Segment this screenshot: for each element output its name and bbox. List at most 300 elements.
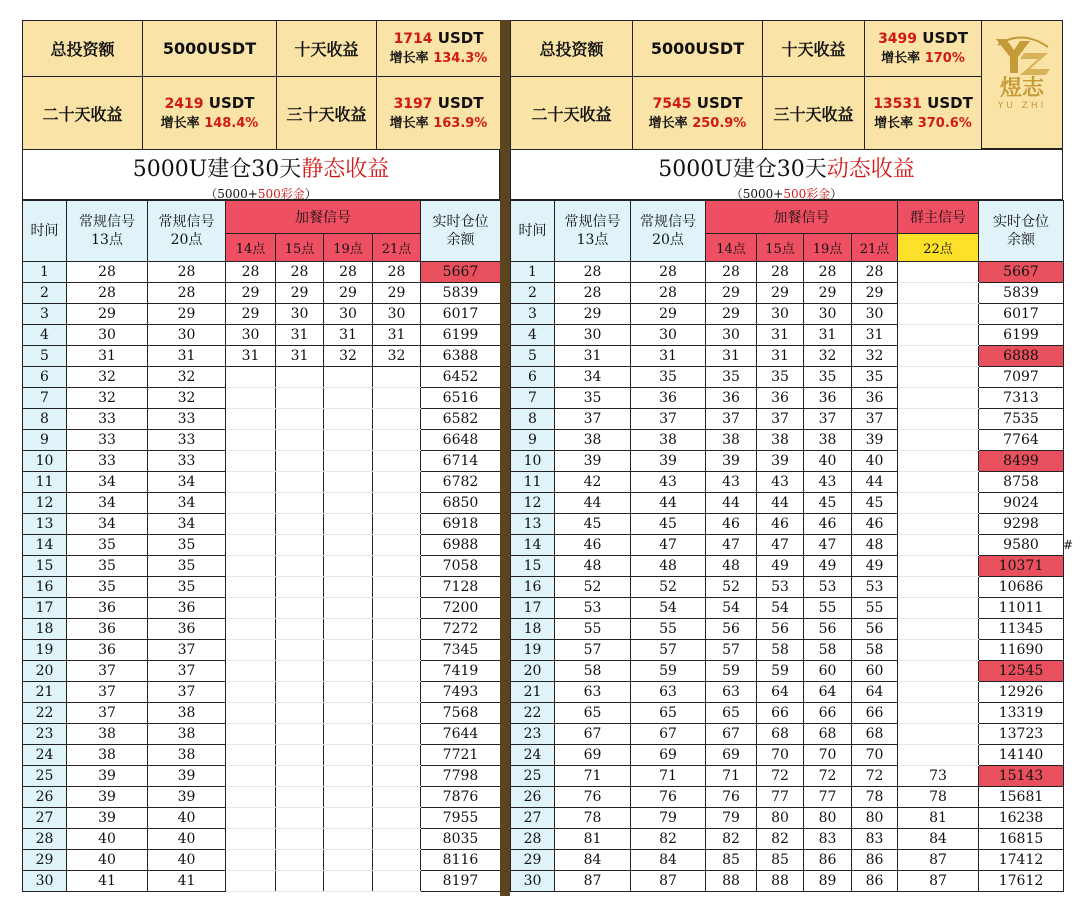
signal-cell: 36	[67, 640, 148, 661]
signal-cell	[324, 409, 373, 430]
right-subtitle-a: （5000+	[730, 187, 784, 201]
signal-cell: 40	[67, 829, 148, 850]
signal-cell: 49	[852, 556, 898, 577]
day-cell: 5	[511, 346, 555, 367]
balance-cell: 7493	[421, 682, 501, 703]
signal-cell: 78	[852, 787, 898, 808]
signal-cell: 63	[706, 682, 757, 703]
rate-label: 增长率	[160, 115, 200, 131]
yz-logo-icon	[990, 35, 1054, 77]
signal-cell	[373, 850, 421, 871]
signal-cell: 28	[852, 262, 898, 283]
table-row	[511, 745, 1064, 766]
signal-cell	[226, 850, 276, 871]
signal-cell: 38	[555, 430, 631, 451]
signal-cell: 80	[852, 808, 898, 829]
rate-label: 增长率	[389, 51, 429, 66]
table-row	[511, 451, 1064, 472]
right-d30-amount: 13531	[873, 95, 922, 112]
balance-cell: 13319	[979, 703, 1064, 724]
signal-cell: 28	[148, 283, 226, 304]
signal-cell: 66	[757, 703, 804, 724]
signal-cell	[898, 703, 979, 724]
signal-cell: 28	[555, 283, 631, 304]
center-divider	[500, 20, 510, 896]
table-row	[23, 472, 501, 493]
signal-cell	[324, 871, 373, 892]
day-cell: 19	[23, 640, 67, 661]
signal-cell: 31	[373, 325, 421, 346]
signal-cell: 39	[67, 808, 148, 829]
table-row	[511, 388, 1064, 409]
signal-cell	[898, 409, 979, 430]
signal-cell	[276, 619, 324, 640]
signal-cell	[898, 619, 979, 640]
signal-cell: 32	[67, 388, 148, 409]
signal-cell	[373, 493, 421, 514]
table-row	[511, 640, 1064, 661]
table-row	[23, 451, 501, 472]
signal-cell: 36	[67, 598, 148, 619]
signal-cell	[373, 682, 421, 703]
signal-cell	[373, 766, 421, 787]
signal-cell: 37	[148, 682, 226, 703]
right-d10-label: 十天收益	[763, 21, 865, 77]
balance-cell: 7568	[421, 703, 501, 724]
day-cell: 25	[23, 766, 67, 787]
signal-cell: 38	[148, 703, 226, 724]
signal-cell	[898, 661, 979, 682]
signal-cell: 34	[148, 472, 226, 493]
signal-cell: 38	[148, 724, 226, 745]
signal-cell	[324, 745, 373, 766]
signal-cell: 55	[804, 598, 852, 619]
day-cell: 8	[23, 409, 67, 430]
bonus-19-header: 19点	[804, 234, 852, 262]
signal-cell	[324, 682, 373, 703]
signal-cell	[324, 766, 373, 787]
signal-cell: 79	[631, 808, 706, 829]
signal-cell: 31	[555, 346, 631, 367]
table-row	[511, 535, 1064, 556]
signal-cell: 28	[67, 262, 148, 283]
table-row	[23, 745, 501, 766]
signal-cell	[324, 703, 373, 724]
bonus-header: 加餐信号	[226, 201, 421, 234]
signal-cell	[898, 493, 979, 514]
balance-cell: 6452	[421, 367, 501, 388]
signal-cell	[898, 598, 979, 619]
signal-cell	[324, 535, 373, 556]
signal-cell	[276, 598, 324, 619]
signal-cell: 43	[757, 472, 804, 493]
left-d10-amount: 1714	[393, 31, 433, 47]
balance-cell: 6199	[979, 325, 1064, 346]
day-cell: 28	[23, 829, 67, 850]
signal-cell: 48	[555, 556, 631, 577]
table-row	[23, 871, 501, 892]
balance-cell: 16815	[979, 829, 1064, 850]
left-subtitle-a: （5000+	[205, 187, 258, 201]
signal-cell: 59	[757, 661, 804, 682]
signal-cell: 39	[148, 766, 226, 787]
signal-cell	[324, 724, 373, 745]
signal-cell	[373, 388, 421, 409]
usdt-unit: USDT	[437, 29, 484, 47]
signal-cell: 39	[67, 787, 148, 808]
signal-cell: 45	[852, 493, 898, 514]
balance-title-b: 余额	[1007, 232, 1035, 248]
day-cell: 22	[23, 703, 67, 724]
signal-cell	[898, 745, 979, 766]
balance-title-a: 实时仓位	[432, 214, 489, 230]
signal-cell	[898, 346, 979, 367]
signal-cell: 53	[555, 598, 631, 619]
signal-cell: 36	[67, 619, 148, 640]
signal-cell	[324, 598, 373, 619]
signal-cell: 28	[226, 262, 276, 283]
balance-cell: 6918	[421, 514, 501, 535]
day-cell: 18	[511, 619, 555, 640]
signal-cell	[276, 535, 324, 556]
left-d10-rate: 134.3%	[433, 51, 488, 66]
day-cell: 30	[23, 871, 67, 892]
signal-cell	[898, 472, 979, 493]
signal-cell	[324, 514, 373, 535]
signal-cell	[276, 808, 324, 829]
right-d10-rate: 170%	[924, 51, 965, 66]
day-cell: 4	[23, 325, 67, 346]
day-cell: 26	[23, 787, 67, 808]
balance-cell: 6988	[421, 535, 501, 556]
day-cell: 23	[23, 724, 67, 745]
signal-cell: 45	[555, 514, 631, 535]
signal-cell	[276, 472, 324, 493]
signal-cell: 29	[226, 283, 276, 304]
signal-cell	[226, 766, 276, 787]
signal-cell: 65	[555, 703, 631, 724]
bonus-14-header: 14点	[706, 234, 757, 262]
signal-cell	[324, 493, 373, 514]
balance-cell: 7535	[979, 409, 1064, 430]
table-row	[23, 283, 501, 304]
signal-cell: 66	[804, 703, 852, 724]
balance-title-b: 余额	[446, 232, 475, 248]
signal-cell: 32	[852, 346, 898, 367]
signal-cell: 82	[706, 829, 757, 850]
day-cell: 17	[511, 598, 555, 619]
day-cell: 29	[23, 850, 67, 871]
right-data-table	[510, 200, 1064, 892]
day-cell: 7	[511, 388, 555, 409]
table-row	[23, 514, 501, 535]
signal-cell: 31	[804, 325, 852, 346]
signal-cell: 31	[852, 325, 898, 346]
signal-cell: 65	[631, 703, 706, 724]
signal-cell	[898, 283, 979, 304]
signal-cell: 78	[898, 787, 979, 808]
table-row	[23, 703, 501, 724]
left-data-table	[22, 200, 501, 892]
signal-cell: 44	[757, 493, 804, 514]
right-total-label: 总投资额	[511, 21, 633, 77]
signal-cell: 82	[631, 829, 706, 850]
signal-cell: 32	[148, 367, 226, 388]
signal-cell: 39	[148, 787, 226, 808]
day-cell: 2	[511, 283, 555, 304]
signal-cell	[276, 556, 324, 577]
day-cell: 21	[511, 682, 555, 703]
owner-22-header: 22点	[898, 234, 979, 262]
balance-cell: 7200	[421, 598, 501, 619]
edge-mark: #	[1063, 538, 1074, 552]
right-total-value: 5000USDT	[633, 21, 763, 77]
table-row	[23, 682, 501, 703]
signal-cell: 84	[898, 829, 979, 850]
left-d30-amount: 3197	[393, 95, 433, 112]
left-d30-label: 三十天收益	[277, 77, 377, 150]
signal-cell: 37	[555, 409, 631, 430]
day-cell: 15	[23, 556, 67, 577]
signal-cell	[373, 598, 421, 619]
day-cell: 1	[23, 262, 67, 283]
signal-cell: 37	[757, 409, 804, 430]
signal-cell: 57	[555, 640, 631, 661]
signal-cell: 30	[324, 304, 373, 325]
balance-cell: 12545	[979, 661, 1064, 682]
balance-cell: 11345	[979, 619, 1064, 640]
signal-cell	[276, 514, 324, 535]
signal-cell: 36	[148, 598, 226, 619]
signal-cell: 36	[631, 388, 706, 409]
signal-cell: 31	[706, 346, 757, 367]
signal-cell	[226, 724, 276, 745]
signal-cell	[373, 871, 421, 892]
signal-cell: 30	[757, 304, 804, 325]
signal-cell: 35	[67, 577, 148, 598]
signal-cell: 53	[757, 577, 804, 598]
signal-cell: 28	[324, 262, 373, 283]
signal-cell: 30	[804, 304, 852, 325]
signal-cell	[373, 619, 421, 640]
bonus-header: 加餐信号	[706, 201, 898, 234]
signal-cell: 52	[555, 577, 631, 598]
balance-cell: 7419	[421, 661, 501, 682]
table-row	[511, 325, 1064, 346]
signal-cell: 36	[852, 388, 898, 409]
signal-cell: 28	[555, 262, 631, 283]
balance-cell: 7798	[421, 766, 501, 787]
signal-cell	[226, 409, 276, 430]
signal-cell	[276, 703, 324, 724]
signal-cell	[324, 787, 373, 808]
table-row	[23, 388, 501, 409]
signal-cell: 31	[757, 325, 804, 346]
signal-cell	[226, 787, 276, 808]
signal-cell: 59	[631, 661, 706, 682]
right-d20-label: 二十天收益	[511, 77, 633, 150]
balance-cell: 7097	[979, 367, 1064, 388]
signal-cell: 31	[67, 346, 148, 367]
signal-cell	[276, 871, 324, 892]
table-row	[23, 619, 501, 640]
signal-cell	[898, 367, 979, 388]
signal-cell: 39	[631, 451, 706, 472]
balance-cell: 6582	[421, 409, 501, 430]
bonus-21-header: 21点	[373, 234, 421, 262]
day-cell: 20	[23, 661, 67, 682]
signal-cell: 40	[148, 808, 226, 829]
owner-header: 群主信号	[898, 201, 979, 234]
left-subtitle-b: 500彩金	[257, 187, 305, 201]
usdt-unit: USDT	[696, 93, 743, 112]
table-row	[23, 367, 501, 388]
bonus-21-header: 21点	[852, 234, 898, 262]
balance-cell: 5839	[421, 283, 501, 304]
signal-cell: 78	[555, 808, 631, 829]
table-row	[511, 262, 1064, 283]
signal-cell: 43	[631, 472, 706, 493]
signal-cell: 89	[804, 871, 852, 892]
table-row	[23, 493, 501, 514]
signal-cell	[324, 619, 373, 640]
day-cell: 27	[23, 808, 67, 829]
signal-cell	[373, 724, 421, 745]
signal-cell: 37	[706, 409, 757, 430]
signal-cell: 44	[706, 493, 757, 514]
right-d20-cell	[633, 77, 763, 150]
signal-cell: 31	[757, 346, 804, 367]
rate-label: 增长率	[874, 115, 914, 131]
signal-cell	[373, 409, 421, 430]
yuzhi-logo	[981, 20, 1063, 149]
balance-cell: 15143	[979, 766, 1064, 787]
signal-cell: 69	[631, 745, 706, 766]
signal-cell: 28	[631, 283, 706, 304]
table-row	[23, 577, 501, 598]
signal-cell	[226, 367, 276, 388]
bonus-15-header: 15点	[276, 234, 324, 262]
signal-cell: 34	[67, 514, 148, 535]
table-row	[23, 850, 501, 871]
signal-cell: 60	[852, 661, 898, 682]
signal-cell: 59	[706, 661, 757, 682]
time-header: 时间	[511, 201, 555, 262]
left-d20-cell	[143, 77, 277, 150]
signal-cell: 66	[852, 703, 898, 724]
table-row	[23, 640, 501, 661]
signal-cell: 86	[804, 850, 852, 871]
balance-cell: 7272	[421, 619, 501, 640]
regular-a-header	[555, 201, 631, 262]
signal-cell: 38	[148, 745, 226, 766]
signal-cell: 29	[852, 283, 898, 304]
time-header: 时间	[23, 201, 67, 262]
balance-cell: 7058	[421, 556, 501, 577]
signal-cell	[276, 577, 324, 598]
right-d30-label: 三十天收益	[763, 77, 865, 150]
signal-cell: 76	[555, 787, 631, 808]
signal-cell: 32	[373, 346, 421, 367]
rate-label: 增长率	[881, 51, 921, 66]
signal-cell: 35	[67, 535, 148, 556]
signal-cell	[226, 577, 276, 598]
table-row	[23, 766, 501, 787]
table-row	[23, 325, 501, 346]
signal-cell: 29	[631, 304, 706, 325]
day-cell: 13	[23, 514, 67, 535]
signal-cell	[898, 640, 979, 661]
balance-cell: 8758	[979, 472, 1064, 493]
signal-cell: 29	[226, 304, 276, 325]
day-cell: 16	[511, 577, 555, 598]
signal-cell: 33	[67, 430, 148, 451]
signal-cell: 35	[852, 367, 898, 388]
signal-cell: 28	[148, 262, 226, 283]
signal-cell: 54	[631, 598, 706, 619]
signal-cell: 42	[555, 472, 631, 493]
left-table-body	[23, 262, 501, 892]
signal-cell	[324, 388, 373, 409]
signal-cell	[226, 808, 276, 829]
signal-cell: 35	[804, 367, 852, 388]
signal-cell: 48	[631, 556, 706, 577]
signal-cell	[276, 745, 324, 766]
usdt-unit: USDT	[208, 93, 255, 112]
right-d30-cell	[865, 77, 982, 150]
signal-cell: 34	[67, 493, 148, 514]
signal-cell: 43	[706, 472, 757, 493]
signal-cell: 58	[804, 640, 852, 661]
signal-cell	[226, 388, 276, 409]
regular-b-header	[148, 201, 226, 262]
signal-cell: 41	[67, 871, 148, 892]
signal-cell: 28	[631, 262, 706, 283]
day-cell: 21	[23, 682, 67, 703]
signal-cell	[226, 598, 276, 619]
day-cell: 25	[511, 766, 555, 787]
signal-cell	[276, 388, 324, 409]
signal-cell: 63	[631, 682, 706, 703]
signal-cell: 47	[706, 535, 757, 556]
signal-cell	[226, 829, 276, 850]
signal-cell	[226, 745, 276, 766]
signal-cell	[373, 430, 421, 451]
signal-cell: 33	[67, 451, 148, 472]
regular-a-title: 常规信号	[564, 214, 621, 230]
signal-cell: 40	[148, 829, 226, 850]
day-cell: 12	[23, 493, 67, 514]
balance-cell: 12926	[979, 682, 1064, 703]
signal-cell	[276, 367, 324, 388]
signal-cell: 35	[148, 535, 226, 556]
signal-cell: 32	[804, 346, 852, 367]
signal-cell: 80	[804, 808, 852, 829]
signal-cell: 35	[631, 367, 706, 388]
signal-cell: 32	[324, 346, 373, 367]
signal-cell: 38	[67, 745, 148, 766]
signal-cell	[276, 451, 324, 472]
signal-cell: 44	[555, 493, 631, 514]
signal-cell	[373, 661, 421, 682]
table-row	[511, 367, 1064, 388]
signal-cell: 46	[757, 514, 804, 535]
logo-brand: 煜志	[999, 76, 1044, 101]
signal-cell: 38	[631, 430, 706, 451]
table-row	[511, 430, 1064, 451]
signal-cell: 77	[757, 787, 804, 808]
signal-cell	[898, 682, 979, 703]
